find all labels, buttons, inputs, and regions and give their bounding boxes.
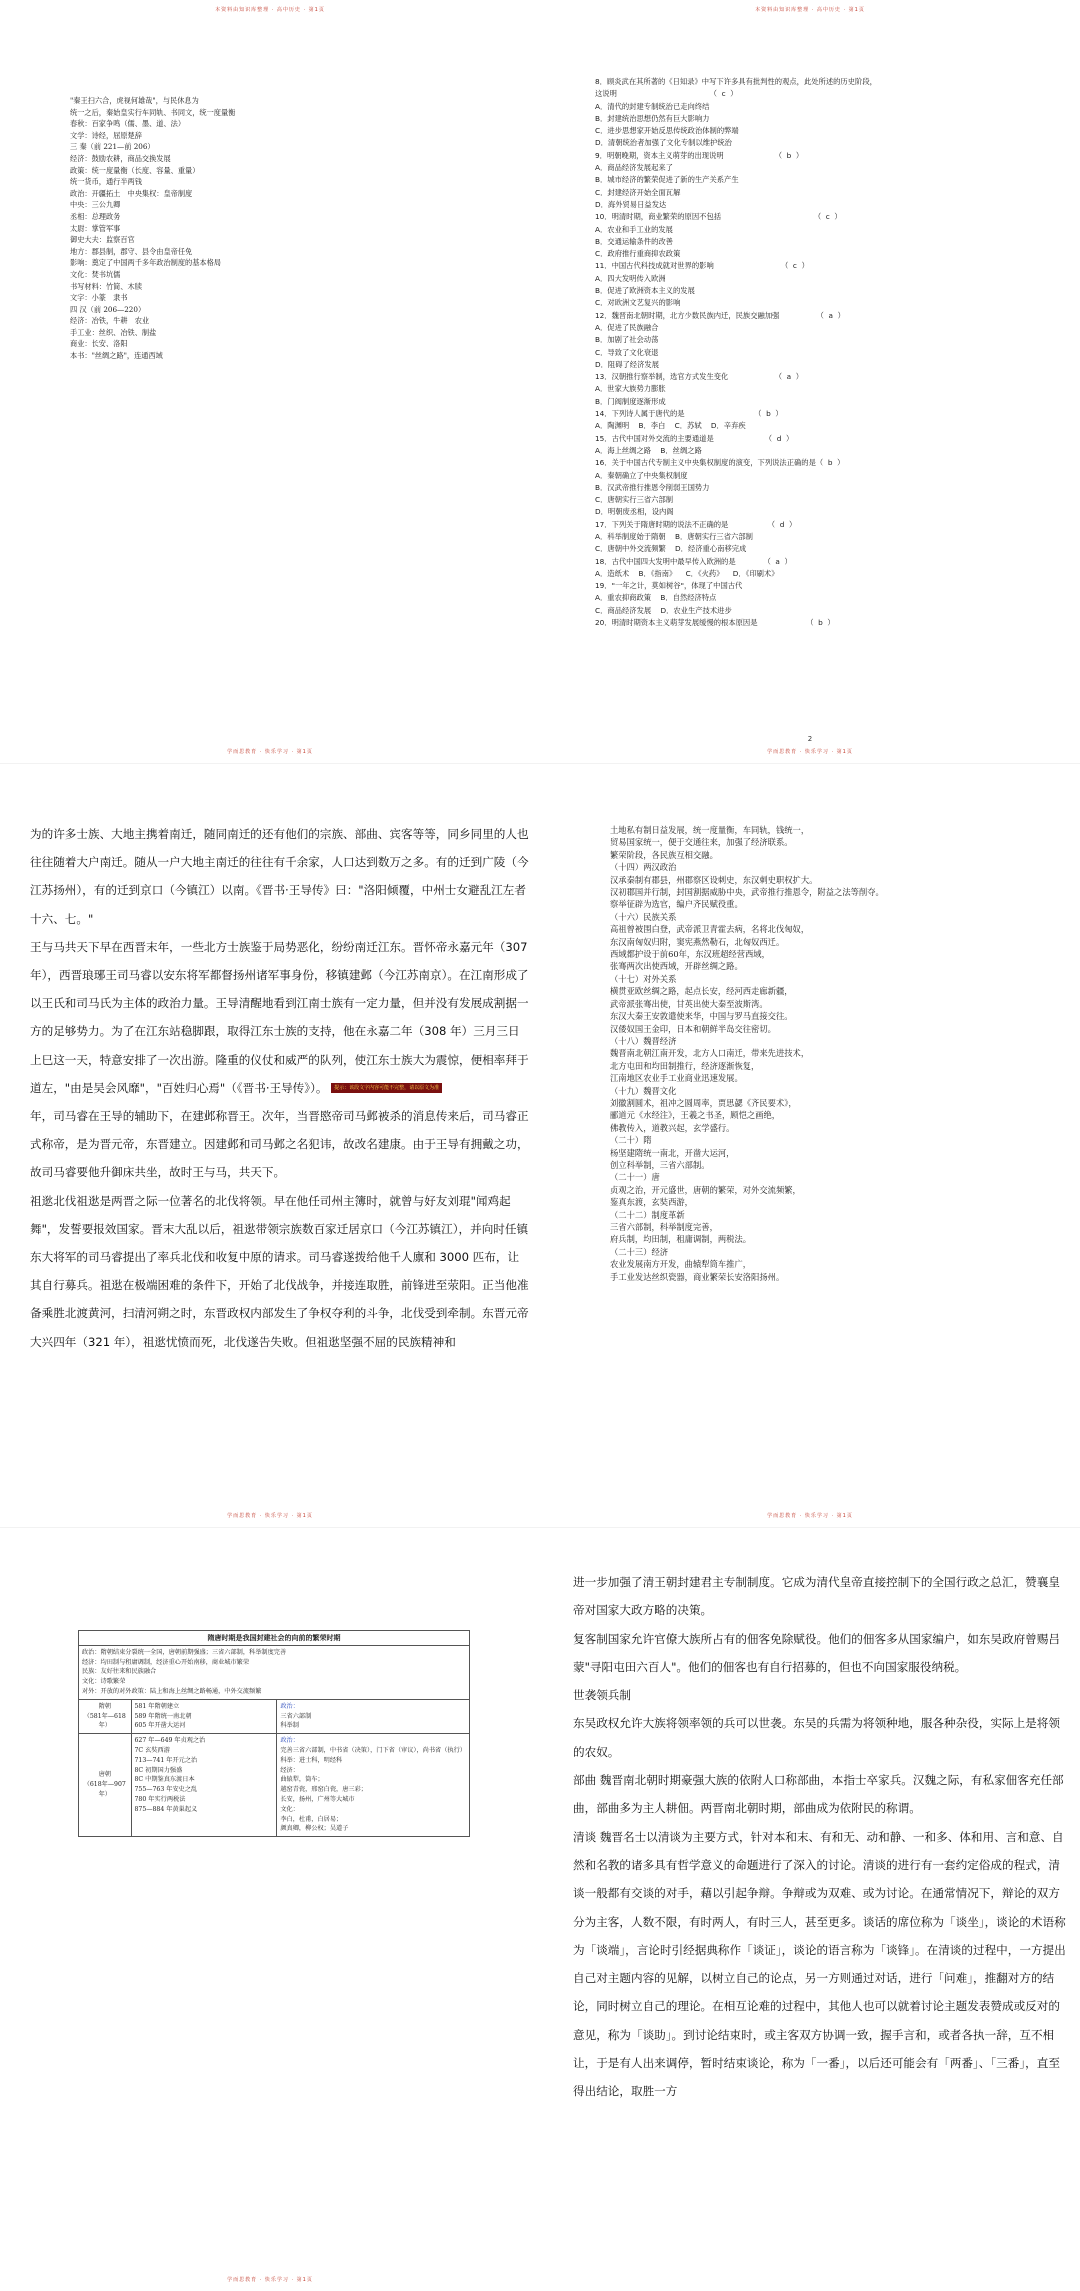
outline-line: 地方：郡县制，郡守、县令由皇帝任免 xyxy=(70,246,193,256)
events-cell xyxy=(131,1699,277,1733)
outline-text xyxy=(70,95,510,362)
notes-line: 刘徽割圆术，祖冲之圆周率，贾思勰《齐民要术》， xyxy=(610,1097,797,1108)
question-line: B．促进了欧洲资本主义的发展 xyxy=(595,286,695,296)
question-line: 15．古代中国对外交流的主要通道是 （ d ） xyxy=(595,433,794,443)
question-line: 13．汉朝推行察举制，选官方式发生变化 （ a ） xyxy=(595,372,804,382)
outline-line: 太尉：掌管军事 xyxy=(70,223,121,233)
notes-line: 武帝派张骞出使，甘英出使大秦至波斯湾。 xyxy=(610,998,768,1009)
event-line: 875—884 年黄巢起义 xyxy=(134,1805,198,1813)
notes-line: 横贯亚欧丝绸之路，起点长安，经河西走廊新疆， xyxy=(610,986,793,997)
event-line: 627 年—649 年贞观之治 xyxy=(134,1737,206,1745)
intro-line: 对外：开放的对外政策：陆上和海上丝绸之路畅通，中外交流频繁 xyxy=(82,1687,262,1695)
notes-line: （二十一）唐 xyxy=(610,1172,660,1183)
question-line: A．促进了民族融合 xyxy=(595,322,659,332)
notes-line: 三省六部制，科举制度完善， xyxy=(610,1222,718,1232)
notes-line: （二十）隋 xyxy=(610,1135,652,1146)
outline-line: 书写材料：竹简、木牍 xyxy=(70,281,142,291)
question-line: A．秦朝确立了中央集权制度 xyxy=(595,470,688,480)
note-line: 三省六部制 xyxy=(280,1712,312,1720)
notes-line: （十九）魏晋文化 xyxy=(610,1085,677,1096)
outline-line: 文学：诗经，屈原楚辞 xyxy=(70,130,142,140)
outline-line: 丞相：总理政务 xyxy=(70,211,121,221)
notes-line: 贸易国家统一，便于交通往来，加强了经济联系。 xyxy=(610,837,793,848)
prose-block xyxy=(573,1568,1068,2106)
outline-line: 四 汉（前 206—220） xyxy=(70,304,146,314)
notes-line: 东汉南匈奴归附，窦宪燕然勒石，北匈奴西迁。 xyxy=(610,936,785,947)
outline-line: 商业：长安、洛阳 xyxy=(70,339,128,349)
note-line: 文化： xyxy=(280,1805,299,1813)
notes-line: 创立科举制，三省六部制。 xyxy=(610,1159,710,1170)
notes-line: （十七）对外关系 xyxy=(610,973,677,984)
table-title: 隋唐时期是我国封建社会的向前的繁荣时期 xyxy=(79,1631,470,1646)
notes-line: 繁荣阶段，各民族互相交融。 xyxy=(610,849,718,860)
question-line: D．海外贸易日益发达 xyxy=(595,199,667,209)
question-line: A．科举制度始于隋朝 B．唐朝实行三省六部制 xyxy=(595,531,753,541)
notes-line: 汉承秦制有郡县，州郡察区设刺史，东汉刺史职权扩大。 xyxy=(610,874,818,885)
outline-line: 文化：焚书坑儒 xyxy=(70,269,121,279)
question-list xyxy=(595,76,1050,629)
page-questions xyxy=(540,0,1080,763)
question-line: B．门阀制度逐渐形成 xyxy=(595,396,666,406)
question-line: D．清朝统治者加强了文化专制以维护统治 xyxy=(595,138,732,148)
notes-line: （二十二）制度革新 xyxy=(610,1209,685,1220)
notes-line: 郦道元《水经注》，王羲之书圣，顾恺之画绝， xyxy=(610,1110,781,1121)
notes-cell: 政治： 完善三省六部制，中书省（决策），门下省（审议），尚书省（执行） 科举：进士科，明经科 经济： 曲辕犁，筒车； 越窑青瓷，邢窑白瓷，唐三彩； 长安，扬州，广州等大城市 文化： 李白，杜甫，白居易； 颜真卿，柳公权；吴道子 xyxy=(277,1734,470,1837)
table-row xyxy=(79,1734,470,1837)
question-line: C．导致了文化衰退 xyxy=(595,347,659,357)
question-line: C．唐朝实行三省六部制 xyxy=(595,495,674,505)
question-line: A．商品经济发展起来了 xyxy=(595,163,673,173)
question-line: B．城市经济的繁荣促进了新的生产关系产生 xyxy=(595,175,739,185)
page-footer: 学而思教育 · 快乐学习 · 第1页 xyxy=(767,1513,853,1519)
page-sui-tang-table xyxy=(0,1528,540,2291)
event-line: 7C 玄奘西游 xyxy=(134,1746,170,1754)
notes-line: 汉初郡国并行制，封国割据威胁中央，武帝推行推恩令，附益之法等削夺。 xyxy=(610,887,884,898)
notes-line: 东汉大秦王安敦遣使来华，中国与罗马直接交往。 xyxy=(610,1011,793,1022)
outline-line: 三 秦（前 221—前 206） xyxy=(70,142,155,152)
prose-block xyxy=(30,820,530,1356)
notes-line: 鉴真东渡，玄奘西游， xyxy=(610,1197,693,1208)
question-line: A．造纸术 B．《指南》 C．《火药》 D．《印刷术》 xyxy=(595,568,779,578)
sui-tang-table xyxy=(78,1630,470,1837)
notes-line: 高祖曾被围白登，武帝派卫青霍去病，名将北伐匈奴， xyxy=(610,924,810,935)
question-line: 18．古代中国四大发明中最早传入欧洲的是 （ a ） xyxy=(595,556,792,566)
paragraph: 进一步加强了清王朝封建君主专制制度。它成为清代皇帝直接控制下的全国行政之总汇，赞襄皇帝对国家大政方略的决策。 xyxy=(573,1575,1060,1618)
outline-line: 中央：三公九卿 xyxy=(70,200,121,210)
page-footer: 学而思教育 · 快乐学习 · 第1页 xyxy=(227,749,313,755)
notes-line: 土地私有制日益发展，统一度量衡，车同轨，钱统一， xyxy=(610,825,810,835)
notes-line: 江南地区农业手工业商业迅速发展。 xyxy=(610,1073,743,1084)
question-line: C．封建经济开始全面瓦解 xyxy=(595,187,681,197)
paragraph: 为的许多士族、大地主携着南迁，随同南迁的还有他们的宗族、部曲、宾客等等，同乡同里的人也往往随着大户南迁。随从一户大地主南迁的往往有千余家，人口达到数万之多。有的迁到广陵（今江苏扬州），有的迁到京口（今镇江）以南。《晋书·王导传》曰："洛阳倾覆，中州士女避乱江左者十六、七。" xyxy=(30,827,529,926)
question-line: B．交通运输条件的改善 xyxy=(595,236,673,246)
notes-line: 西域都护设于前60年，东汉班超经营西域， xyxy=(610,949,770,960)
question-line: 20．明清时期资本主义萌芽发展缓慢的根本原因是 （ b ） xyxy=(595,618,835,628)
question-line: D．阻碍了经济发展 xyxy=(595,359,659,369)
event-line: 8C 中期鉴真东渡日本 xyxy=(134,1776,195,1784)
paragraph: 东吴政权允许大族将领率领的兵可以世袭。东吴的兵需为将领种地，服各种杂役，实际上是将领的农奴。 xyxy=(573,1716,1060,1759)
outline-line: 政治：开疆拓土 中央集权：皇帝制度 xyxy=(70,188,193,198)
question-line: A．陶渊明 B．李白 C．苏轼 D．辛弃疾 xyxy=(595,421,746,431)
outline-line: 文字：小篆 隶书 xyxy=(70,293,128,303)
note-line: 完善三省六部制，中书省（决策），门下省（审议），尚书省（执行） xyxy=(280,1746,466,1754)
question-line: D．明朝废丞相，设内阁 xyxy=(595,507,674,517)
intro-line: 文化：诗歌繁荣 xyxy=(82,1678,126,1686)
note-line: 曲辕犁，筒车； xyxy=(280,1776,324,1784)
paragraph: 部曲 魏晋南北朝时期豪强大族的依附人口称部曲，本指士卒家兵。汉魏之际，有私家佃客充任部曲，部曲多为主人耕佃。两晋南北朝时期，部曲成为依附民的称谓。 xyxy=(573,1773,1064,1816)
question-line: A．重农抑商政策 B．自然经济特点 xyxy=(595,593,717,603)
notes-line: （十四）两汉政治 xyxy=(610,862,677,873)
event-line: 589 年隋统一南北朝 xyxy=(134,1712,192,1720)
page-prose-wei-jin xyxy=(540,1528,1080,2291)
event-line: 581 年隋朝建立 xyxy=(134,1702,180,1710)
outline-line: 御史大夫：监察百官 xyxy=(70,235,135,245)
outline-line: 手工业：丝织、冶铁、制盐 xyxy=(70,327,157,337)
paragraph: 年，司马睿在王导的辅助下，在建邺称晋王。次年，当晋愍帝司马邺被杀的消息传来后，司马睿正式称帝，是为晋元帝，东晋建立。因建邺和司马邺之名犯讳，故改名建康。由于王导有拥戴之功，故司马睿要他升御床共坐，故时王与马，共天下。 xyxy=(30,1109,529,1180)
notes-line: 农业发展南方开发，曲辕犁筒车推广， xyxy=(610,1259,752,1270)
notice-badge[interactable]: 提示：该段文字内容可能不完整，请以原文为准 xyxy=(331,1083,442,1093)
note-line: 李白，杜甫，白居易； xyxy=(280,1815,343,1823)
note-line: 经济： xyxy=(280,1766,299,1774)
question-line: 10．明清时期，商业繁荣的原因不包括 （ c ） xyxy=(595,212,842,222)
notes-line: 察举征辟为选官，编户齐民赋役重。 xyxy=(610,899,743,910)
notes-line: 手工业发达丝织瓷器，商业繁荣长安洛阳扬州。 xyxy=(610,1271,785,1282)
notes-line: 汉倭奴国王金印，日本和朝鲜半岛交往密切。 xyxy=(610,1023,776,1034)
events-cell xyxy=(131,1734,277,1837)
paragraph: 王与马共天下早在西晋末年，一些北方士族鉴于局势恶化，纷纷南迁江东。晋怀帝永嘉元年（307 年），西晋琅琊王司马睿以安东将军都督扬州诸军事身份，移镇建邺（今江苏南京）。在江南形成了以王氏和司马氏为主体的政治力量。王导清醒地看到江南士族有一定力量，但并没有发展成割据一方的足够势力。为了在江东站稳脚跟，取得江东士族的支持，他在永嘉二年（308 年）三月三日上巳这一天，特意安排了一次出游。隆重的仪仗和威严的队列，使江东士族大为震惊，便相率拜于道左，"由是吴会风靡"，"百姓归心焉"（《晋书·王导传》）。 提示：该段文字内容可能不完整，请以原文为准 xyxy=(30,939,529,1095)
question-line: 14．下列诗人属于唐代的是 （ b ） xyxy=(595,409,783,419)
intro-line: 政治：隋朝结束分裂统一全国，唐朝前期强盛；三省六部制，科举制度完善 xyxy=(82,1648,287,1656)
question-line: B．加剧了社会动荡 xyxy=(595,335,659,345)
page-footer: 学而思教育 · 快乐学习 · 第1页 xyxy=(767,749,853,755)
page-header: 本资料由知识库整理 · 高中历史 · 第1页 xyxy=(215,7,325,13)
note-line: 越窑青瓷，邢窑白瓷，唐三彩； xyxy=(280,1786,367,1794)
question-line: C．进步思想家开始反思传统政治体制的弊端 xyxy=(595,126,739,136)
question-line: A．四大发明传入欧洲 xyxy=(595,273,666,283)
page-footer: 学而思教育 · 快乐学习 · 第1页 xyxy=(227,1513,313,1519)
intro-line: 民族：友好往来和民族融合 xyxy=(82,1668,157,1676)
notes-cell: 政治： 三省六部制 科举制 xyxy=(277,1699,470,1733)
outline-line: 政策：统一度量衡（长度、容量、重量） xyxy=(70,165,200,175)
notes-line: 府兵制，均田制，租庸调制，两税法。 xyxy=(610,1234,752,1245)
note-line: 科举：进士科，明经科 xyxy=(280,1756,343,1764)
event-line: 780 年实行两税法 xyxy=(134,1795,186,1803)
intro-line: 经济：均田制与租庸调制，经济重心开始南移，商业城市繁荣 xyxy=(82,1658,250,1666)
question-line: 这说明 （ c ） xyxy=(595,89,738,99)
question-line: C．政府推行重商抑农政策 xyxy=(595,249,681,259)
question-line: C．对欧洲文艺复兴的影响 xyxy=(595,298,681,308)
table-row xyxy=(79,1699,470,1733)
notes-line: （十八）魏晋经济 xyxy=(610,1035,677,1046)
event-line: 8C 初期国力强盛 xyxy=(134,1766,183,1774)
outline-line: 经济：冶铁，牛耕 农业 xyxy=(70,316,150,326)
paragraph: 世袭领兵制 xyxy=(573,1688,631,1703)
page-outline-qin-han xyxy=(0,0,540,763)
notes-line: 魏晋南北朝江南开发，北方人口南迁，带来先进技术， xyxy=(610,1048,810,1059)
question-line: 12．魏晋南北朝时期，北方少数民族内迁，民族交融加强 （ a ） xyxy=(595,310,845,320)
question-line: B．汉武帝推行推恩令削弱王国势力 xyxy=(595,482,710,492)
question-line: 9．明朝晚期，资本主义萌芽的出现说明 （ b ） xyxy=(595,150,804,160)
question-line: 11．中国古代科技成就对世界的影响 （ c ） xyxy=(595,261,809,271)
page-notes-han-tang xyxy=(540,764,1080,1527)
question-line: C．商品经济发展 D．农业生产技术进步 xyxy=(595,605,732,615)
outline-line: 影响：奠定了中国两千多年政治制度的基本格局 xyxy=(70,258,221,268)
outline-line: 本书："丝绸之路"，连通西域 xyxy=(70,351,163,361)
page-number: 2 xyxy=(807,735,813,743)
notes-line: 杨坚建隋统一南北，开凿大运河， xyxy=(610,1147,735,1158)
page-header: 本资料由知识库整理 · 高中历史 · 第1页 xyxy=(755,7,865,13)
question-line: 8．顾炎武在其所著的《日知录》中写下许多具有批判性的观点，此处所述的历史阶段， xyxy=(595,77,877,86)
notes-text xyxy=(610,824,1050,1283)
paragraph: 祖逖北伐祖逖是两晋之际一位著名的北伐将领。早在他任司州主簿时，就曾与好友刘琨"闻鸡起舞"，发誓要报效国家。晋末大乱以后，祖逖带领宗族数百家迁居京口（今江苏镇江），并向时任镇东大将军的司马睿提出了率兵北伐和收复中原的请求。司马睿遂拨给他千人廪和 3000 匹布，让其自行募兵。祖逖在极端困难的条件下，开始了北伐战争，并接连取胜，前锋进至荥阳。正当他准备乘胜北渡黄河，扫清河朔之时，东晋政权内部发生了争权夺利的斗争，北伐受到牵制。东晋元帝大兴四年（321 年），祖逖忧愤而死，北伐遂告失败。但祖逖坚强不屈的民族精神和 xyxy=(30,1193,529,1349)
outline-line: 统一货币，通行半两钱 xyxy=(70,177,142,187)
question-line: 17．下列关于隋唐时期的说法不正确的是 （ d ） xyxy=(595,519,797,529)
outline-line: 经济：鼓励农耕，商品交换发展 xyxy=(70,153,171,163)
note-line: 长安，扬州，广州等大城市 xyxy=(280,1795,355,1803)
question-line: 19．"一年之计，莫如树谷"，体现了中国古代 xyxy=(595,581,743,591)
notes-line: （十六）民族关系 xyxy=(610,911,677,922)
paragraph: 清谈 魏晋名士以清谈为主要方式，针对本和末、有和无、动和静、一和多、体和用、言和意、自然和名教的诸多具有哲学意义的命题进行了深入的讨论。清谈的进行有一套约定俗成的程式，清谈一般都有交谈的对手，藉以引起争辩。争辩或为双难、或为讨论。在通常情况下，辩论的双方分为主客，人数不限，有时两人，有时三人，甚至更多。谈话的席位称为「谈坐」，谈论的术语称为「谈端」，言论时引经据典称作「谈证」，谈论的语言称为「谈锋」。在清谈的过程中，一方提出自己对主题内容的见解，以树立自己的论点，另一方则通过对话，进行「问难」，推翻对方的结论，同时树立自己的理论。在相互论难的过程中，其他人也可以就着讨论主题发表赞成或反对的意见，称为「谈助」。到讨论结束时，或主客双方协调一致，握手言和，或者各执一辞，互不相让，于是有人出来调停，暂时结束谈论，称为「一番」，以后还可能会有「两番」、「三番」，直至得出结论，取胜一方 xyxy=(573,1829,1066,2099)
outline-line: 统一之后，秦始皇实行车同轨、书同文，统一度量衡 xyxy=(70,107,236,117)
note-line: 科举制 xyxy=(280,1722,299,1730)
dynasty-cell: 隋朝 （581年—618年） xyxy=(79,1699,132,1733)
page-footer: 学而思教育 · 快乐学习 · 第1页 xyxy=(227,2277,313,2283)
event-line: 605 年开凿大运河 xyxy=(134,1722,186,1730)
outline-line: "秦王扫六合，虎视何雄哉"，与民休息为 xyxy=(70,96,199,105)
question-line: A．海上丝绸之路 B．丝绸之路 xyxy=(595,445,702,455)
note-line: 颜真卿，柳公权；吴道子 xyxy=(280,1825,349,1833)
notes-line: （二十三）经济 xyxy=(610,1246,669,1257)
question-line: 16．关于中国古代专制主义中央集权制度的演变，下列说法正确的是（ b ） xyxy=(595,458,845,468)
question-line: A．农业和手工业的发展 xyxy=(595,224,673,234)
question-line: C．唐朝中外交流频繁 D．经济重心南移完成 xyxy=(595,544,747,554)
event-line: 713—741 年开元之治 xyxy=(134,1756,198,1764)
question-line: A．清代的封建专制统治已走向终结 xyxy=(595,101,710,111)
notes-line: 北方屯田和均田制推行，经济逐渐恢复， xyxy=(610,1060,760,1071)
notes-line: 佛教传入，道教兴起，玄学盛行。 xyxy=(610,1122,735,1133)
question-line: B．封建统治思想仍然有巨大影响力 xyxy=(595,113,710,123)
paragraph: 复客制国家允许官僚大族所占有的佃客免除赋役。他们的佃客多从国家编户，如东吴政府曾赐吕蒙"寻阳屯田六百人"。他们的佃客也有自行招募的，但也不向国家服役纳税。 xyxy=(573,1631,1060,1674)
dynasty-cell: 唐朝 （618年—907年） xyxy=(79,1734,132,1837)
table-intro xyxy=(79,1645,470,1699)
outline-line: 春秋：百家争鸣（儒、墨、道、法） xyxy=(70,119,186,129)
notes-line: 贞观之治，开元盛世，唐朝的繁荣，对外交流频繁， xyxy=(610,1184,801,1195)
question-line: A．世家大族势力膨胀 xyxy=(595,384,666,394)
page-prose-eastern-jin xyxy=(0,764,540,1527)
event-line: 755—763 年安史之乱 xyxy=(134,1786,198,1794)
notes-line: 张骞两次出使西域，开辟丝绸之路。 xyxy=(610,961,743,972)
